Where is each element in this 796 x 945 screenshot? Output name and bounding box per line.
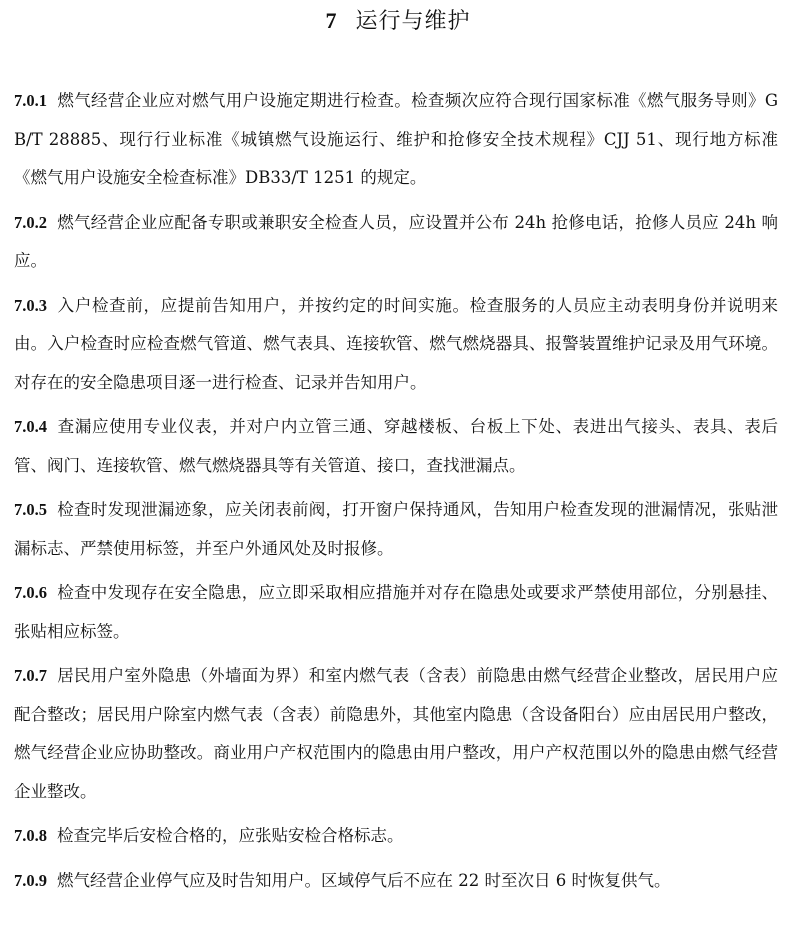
clause-text: 燃气经营企业停气应及时告知用户。区域停气后不应在 22 时至次日 6 时恢复供气。 xyxy=(57,870,671,890)
clause-number: 7.0.8 xyxy=(14,826,47,845)
clause-7-0-2 xyxy=(14,204,778,281)
clause-number: 7.0.2 xyxy=(14,212,47,232)
chapter-number: 7 xyxy=(325,8,338,33)
clause-7-0-1 xyxy=(14,82,778,198)
clause-text: 燃气经营企业应对燃气用户设施定期进行检查。检查频次应符合现行国家标准《燃气服务导则》GB/T 28885、现行行业标准《城镇燃气设施运行、维护和抢修安全技术规程》CJJ 51、现行地方标准《燃气用户设施安全检查标准》DB33/T 1251 的规定。 xyxy=(14,91,778,187)
clause-number: 7.0.4 xyxy=(14,417,47,436)
clause-text: 检查中发现存在安全隐患，应立即采取相应措施并对存在隐患处或要求严禁使用部位，分别悬挂、张贴相应标签。 xyxy=(14,583,778,641)
chapter-title-text: 运行与维护 xyxy=(355,9,471,34)
clause-text: 检查时发现泄漏迹象，应关闭表前阀，打开窗户保持通风，告知用户检查发现的泄漏情况，张贴泄漏标志、严禁使用标签，并至户外通风处及时报修。 xyxy=(14,500,778,558)
clause-7-0-4 xyxy=(14,408,778,485)
clause-text: 查漏应使用专业仪表，并对户内立管三通、穿越楼板、台板上下处、表进出气接头、表具、表后管、阀门、连接软管、燃气燃烧器具等有关管道、接口，查找泄漏点。 xyxy=(14,417,778,475)
clause-text: 入户检查前，应提前告知用户，并按约定的时间实施。检查服务的人员应主动表明身份并说明来由。入户检查时应检查燃气管道、燃气表具、连接软管、燃气燃烧器具、报警装置维护记录及用气环境。对存在的安全隐患项目逐一进行检查、记录并告知用户。 xyxy=(14,295,778,392)
clause-number: 7.0.7 xyxy=(14,666,47,685)
clause-text: 检查完毕后安检合格的，应张贴安检合格标志。 xyxy=(57,826,404,845)
clause-7-0-5 xyxy=(14,491,778,568)
clause-number: 7.0.6 xyxy=(14,583,47,602)
clause-7-0-6 xyxy=(14,574,778,651)
clause-text: 居民用户室外隐患（外墙面为界）和室内燃气表（含表）前隐患由燃气经营企业整改，居民用户应配合整改；居民用户除室内燃气表（含表）前隐患外，其他室内隐患（含设备阳台）应由居民用户整改，燃气经营企业应协助整改。商业用户产权范围内的隐患由用户整改，用户产权范围以外的隐患由燃气经营企业整改。 xyxy=(14,666,778,801)
clause-list xyxy=(14,82,778,900)
chapter-title xyxy=(0,4,796,39)
clause-text: 燃气经营企业应配备专职或兼职安全检查人员，应设置并公布 24h 抢修电话，抢修人员应 24h 响应。 xyxy=(14,212,778,270)
clause-7-0-3 xyxy=(14,287,778,403)
clause-number: 7.0.9 xyxy=(14,870,47,890)
clause-number: 7.0.3 xyxy=(14,295,47,315)
clause-number: 7.0.1 xyxy=(14,91,47,110)
clause-7-0-7 xyxy=(14,657,778,811)
clause-7-0-9 xyxy=(14,862,778,901)
clause-7-0-8 xyxy=(14,817,778,856)
clause-number: 7.0.5 xyxy=(14,500,47,519)
